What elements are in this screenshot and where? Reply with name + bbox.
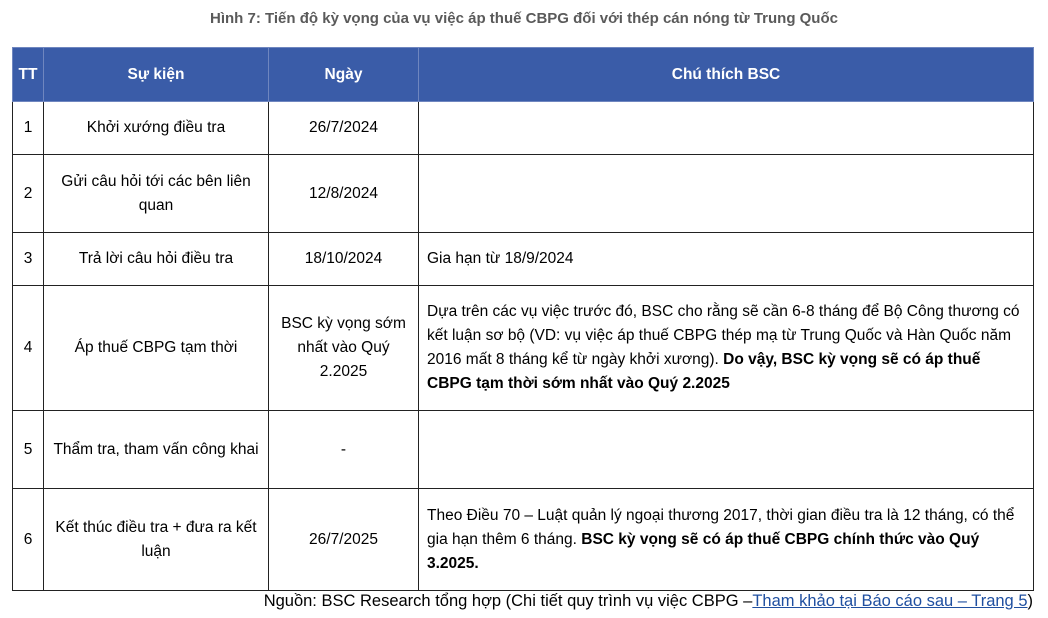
event-cell: Trả lời câu hỏi điều tra <box>44 233 269 286</box>
note-cell <box>419 233 1034 286</box>
date-cell: 26/7/2024 <box>269 102 419 155</box>
note-text: Theo Điều 70 – Luật quản lý ngoại thương 2017, thời gian điều tra là 12 tháng, có thể gia hạn thêm 6 tháng. <box>427 506 1015 548</box>
note-cell <box>419 411 1034 489</box>
row-number: 3 <box>13 233 44 286</box>
source-note <box>264 592 1033 611</box>
header-tt: TT <box>13 48 44 102</box>
table-row <box>13 411 1034 489</box>
date-cell: 18/10/2024 <box>269 233 419 286</box>
note-cell <box>419 102 1034 155</box>
report-link[interactable]: Tham khảo tại Báo cáo sau – Trang 5 <box>752 592 1028 610</box>
row-number: 4 <box>13 286 44 411</box>
event-cell: Thẩm tra, tham vấn công khai <box>44 411 269 489</box>
note-bold-text: Do vậy, BSC kỳ vọng sẽ có áp thuế CBPG tạm thời sớm nhất vào Quý 2.2025 <box>427 351 981 392</box>
note-cell <box>419 155 1034 233</box>
source-text: Nguồn: BSC Research tổng hợp (Chi tiết quy trình vụ việc CBPG – <box>263 592 753 610</box>
table-row <box>13 155 1034 233</box>
figure-caption: Hình 7: Tiến độ kỳ vọng của vụ việc áp thuế CBPG đối với thép cán nóng từ Trung Quốc <box>210 10 838 27</box>
note-text: Gia hạn từ 18/9/2024 <box>427 250 574 267</box>
note-bold-text: BSC kỳ vọng sẽ có áp thuế CBPG chính thức vào Quý 3.2025. <box>427 530 980 572</box>
note-text: Dựa trên các vụ việc trước đó, BSC cho rằng sẽ cần 6-8 tháng để Bộ Công thương có kết luận sơ bộ (VD: vụ việc áp thuế CBPG thép mạ từ Trung Quốc và Hàn Quốc năm 2016 mất 8 tháng kể từ ngày khởi xương). <box>427 303 1020 368</box>
table-row <box>13 286 1034 411</box>
date-cell: BSC kỳ vọng sớm nhất vào Quý 2.2025 <box>269 286 419 411</box>
note-cell <box>419 286 1034 411</box>
date-cell: 26/7/2025 <box>269 489 419 591</box>
events-table <box>12 47 1034 591</box>
table-row <box>13 233 1034 286</box>
event-cell: Áp thuế CBPG tạm thời <box>44 286 269 411</box>
date-cell: - <box>269 411 419 489</box>
row-number: 2 <box>13 155 44 233</box>
row-number: 6 <box>13 489 44 591</box>
event-cell: Khởi xướng điều tra <box>44 102 269 155</box>
header-note: Chú thích BSC <box>419 48 1034 102</box>
header-date: Ngày <box>269 48 419 102</box>
table-row <box>13 489 1034 591</box>
event-cell: Kết thúc điều tra + đưa ra kết luận <box>44 489 269 591</box>
table-row <box>13 102 1034 155</box>
date-cell: 12/8/2024 <box>269 155 419 233</box>
source-close: ) <box>1027 592 1033 610</box>
row-number: 1 <box>13 102 44 155</box>
note-cell <box>419 489 1034 591</box>
header-event: Sự kiện <box>44 48 269 102</box>
table-header-row <box>13 48 1034 102</box>
event-cell: Gửi câu hỏi tới các bên liên quan <box>44 155 269 233</box>
row-number: 5 <box>13 411 44 489</box>
